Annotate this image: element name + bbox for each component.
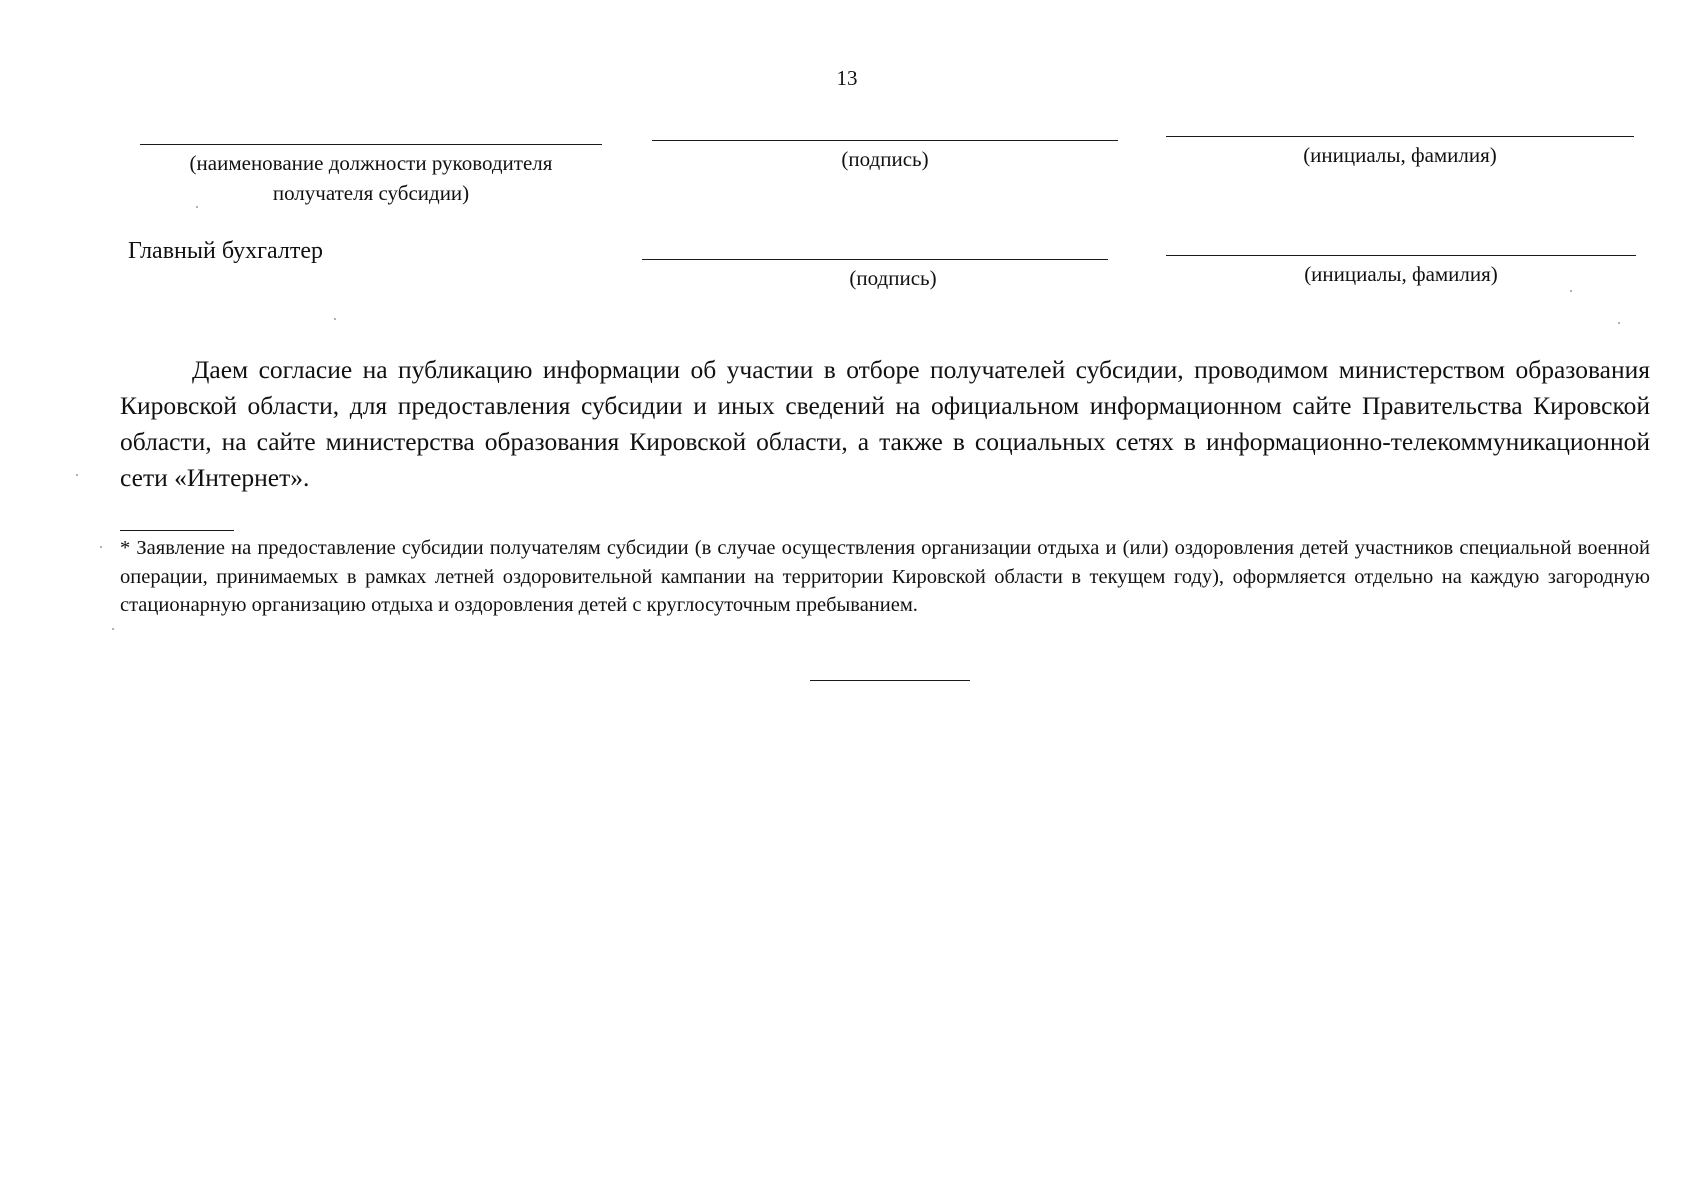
accountant-signature-line <box>642 259 1108 260</box>
director-name-line <box>1166 136 1634 137</box>
scan-speck <box>196 206 198 208</box>
scan-speck <box>1570 290 1572 292</box>
director-signature-caption: (подпись) <box>841 147 929 171</box>
consent-paragraph: Даем согласие на публикацию информации об участии в отборе получателей субсидии, проводимом министерством образования Кировской области, для предоставления субсидии и иных сведений на официальном информационном сайте Правительства Кировской области, на сайте министерства образования Кировской области, а также в социальных сетях в информационно-телекоммуникационной сети «Интернет». <box>120 355 1650 492</box>
position-caption: (наименование должности руководителя получателя субсидии) <box>189 151 553 205</box>
director-name-caption: (инициалы, фамилия) <box>1303 143 1497 167</box>
footnote-text: * Заявление на предоставление субсидии получателям субсидии (в случае осуществления организации отдыха и (или) оздоровления детей участников специальной военной операции, принимаемых в рамках летней оздоровительной кампании на территории Кировской области в текущем году), оформляется отдельно на каждую загородную стационарную организацию отдыха и оздоровления детей с круглосуточным пребыванием. <box>120 537 1650 616</box>
accountant-signature-caption: (подпись) <box>849 266 937 290</box>
end-of-document-line <box>810 680 970 681</box>
scan-speck <box>334 318 336 320</box>
scan-speck <box>1618 322 1620 324</box>
scan-speck <box>100 546 102 548</box>
director-signature-line <box>652 140 1118 141</box>
footnote-separator <box>120 530 234 531</box>
scan-speck <box>112 628 114 630</box>
position-signature-line <box>140 144 602 145</box>
scan-speck <box>76 474 78 476</box>
chief-accountant-label: Главный бухгалтер <box>128 238 323 264</box>
accountant-name-line <box>1166 255 1636 256</box>
accountant-name-caption: (инициалы, фамилия) <box>1304 262 1498 286</box>
page-number: 13 <box>836 66 858 90</box>
